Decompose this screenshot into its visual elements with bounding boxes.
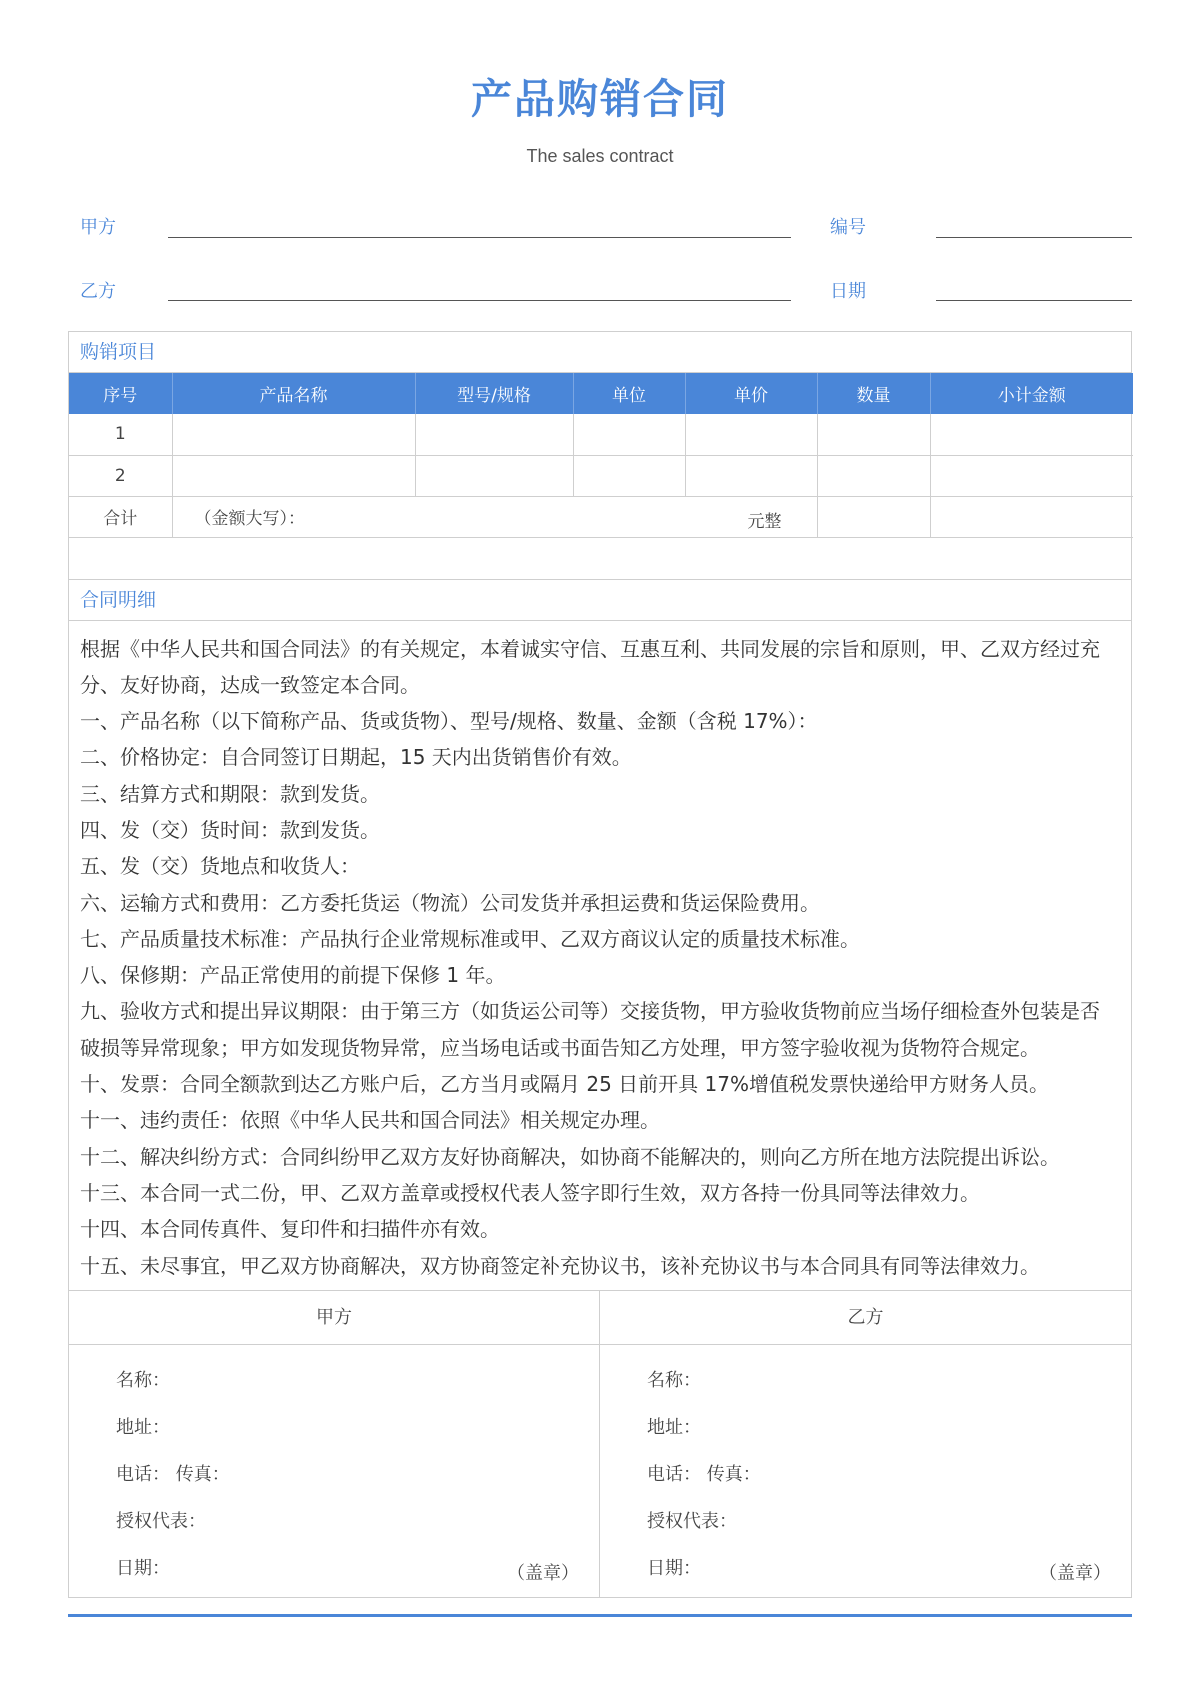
number-field[interactable] <box>936 237 1132 238</box>
column-header: 单价 <box>685 373 817 414</box>
detail-clause: 十三、本合同一式二份，甲、乙双方盖章或授权代表人签字即行生效，双方各持一份具同等法律效力。 <box>80 1180 980 1205</box>
party-b-signature-title: 乙方 <box>600 1291 1131 1345</box>
party-a-field[interactable] <box>168 237 791 238</box>
party-b-address-field[interactable]: 地址： <box>647 1416 701 1438</box>
items-section-title: 购销项目 <box>69 332 1131 373</box>
section-spacer <box>69 538 1131 580</box>
detail-clause: 九、验收方式和提出异议期限：由于第三方（如货运公司等）交接货物，甲方验收货物前应当场仔细检查外包装是否破损等异常现象；甲方如发现货物异常，应当场电话或书面告知乙方处理，甲方签字验收视为货物符合规定。 <box>80 999 1100 1060</box>
party-a-label: 甲方 <box>80 217 116 238</box>
table-row <box>69 455 1133 496</box>
number-label: 编号 <box>830 217 866 238</box>
table-cell[interactable] <box>415 455 573 496</box>
total-quantity-cell[interactable] <box>817 496 930 537</box>
detail-clause: 八、保修期：产品正常使用的前提下保修 1 年。 <box>80 963 506 988</box>
detail-clause: 十、发票：合同全额款到达乙方账户后，乙方当月或隔月 25 日前开具 17%增值税发票快递给甲方财务人员。 <box>80 1072 1049 1097</box>
table-cell[interactable] <box>573 414 685 455</box>
detail-clause: 十四、本合同传真件、复印件和扫描件亦有效。 <box>80 1217 500 1242</box>
detail-clause: 七、产品质量技术标准：产品执行企业常规标准或甲、乙双方商议认定的质量技术标准。 <box>80 926 860 951</box>
party-b-seal: （盖章） <box>1039 1562 1111 1584</box>
column-header: 小计金额 <box>930 373 1133 414</box>
items-table <box>69 373 1133 538</box>
contract-details <box>69 621 1131 1291</box>
party-b-rep-field[interactable]: 授权代表： <box>647 1510 737 1532</box>
details-section-title: 合同明细 <box>69 580 1131 621</box>
amount-words-label: （金额大写）： <box>194 509 305 529</box>
party-a-signature-title: 甲方 <box>69 1291 599 1345</box>
detail-clause: 十五、未尽事宜，甲乙双方协商解决，双方协商签定补充协议书，该补充协议书与本合同具有同等法律效力。 <box>80 1253 1040 1278</box>
yuan-suffix: 元整 <box>747 511 782 532</box>
table-cell[interactable] <box>573 455 685 496</box>
party-b-signature <box>600 1291 1131 1597</box>
items-header-row <box>69 373 1133 414</box>
party-a-name-field[interactable]: 名称： <box>116 1369 170 1391</box>
page-subtitle: The sales contract <box>526 146 674 166</box>
detail-clause: 六、运输方式和费用：乙方委托货运（物流）公司发货并承担运费和货运保险费用。 <box>80 890 820 915</box>
table-cell[interactable] <box>685 414 817 455</box>
contract-body <box>68 331 1132 1598</box>
date-field[interactable] <box>936 300 1132 301</box>
column-header: 产品名称 <box>172 373 415 414</box>
table-cell[interactable] <box>817 414 930 455</box>
detail-clause: 一、产品名称（以下简称产品、货或货物）、型号/规格、数量、金额（含税 17%）： <box>80 709 818 734</box>
detail-clause: 五、发（交）货地点和收货人： <box>80 854 360 879</box>
table-cell[interactable] <box>930 414 1133 455</box>
bottom-accent-bar <box>68 1614 1132 1617</box>
party-b-label: 乙方 <box>80 281 116 302</box>
table-cell: 1 <box>69 414 172 455</box>
table-cell[interactable] <box>172 455 415 496</box>
table-cell[interactable] <box>685 455 817 496</box>
party-b-phone-fax-field[interactable]: 电话： 传真： <box>647 1463 761 1485</box>
total-subtotal-cell[interactable] <box>930 496 1133 537</box>
column-header: 单位 <box>573 373 685 414</box>
party-a-seal: （盖章） <box>507 1562 579 1584</box>
page-title: 产品购销合同 <box>471 75 729 123</box>
detail-paragraph: 根据《中华人民共和国合同法》的有关规定，本着诚实守信、互惠互利、共同发展的宗旨和原则，甲、乙双方经过充分、友好协商，达成一致签定本合同。 <box>80 636 1100 697</box>
table-cell[interactable] <box>817 455 930 496</box>
table-cell[interactable] <box>172 414 415 455</box>
column-header: 序号 <box>69 373 172 414</box>
detail-clause: 二、价格协定：自合同签订日期起，15 天内出货销售价有效。 <box>80 745 632 770</box>
total-amount-words[interactable] <box>172 496 817 537</box>
detail-clause: 四、发（交）货时间：款到发货。 <box>80 817 380 842</box>
table-cell[interactable] <box>415 414 573 455</box>
party-b-name-field[interactable]: 名称： <box>647 1369 701 1391</box>
table-cell: 2 <box>69 455 172 496</box>
column-header: 型号/规格 <box>415 373 573 414</box>
detail-clause: 三、结算方式和期限：款到发货。 <box>80 781 380 806</box>
party-a-signature <box>69 1291 600 1597</box>
party-a-rep-field[interactable]: 授权代表： <box>116 1510 206 1532</box>
party-b-field[interactable] <box>168 300 791 301</box>
party-b-date-field[interactable]: 日期： <box>647 1557 701 1579</box>
detail-clause: 十一、违约责任：依照《中华人民共和国合同法》相关规定办理。 <box>80 1108 660 1133</box>
table-row <box>69 414 1133 455</box>
total-row <box>69 496 1133 537</box>
total-label: 合计 <box>69 496 172 537</box>
signature-section <box>69 1291 1131 1597</box>
party-a-phone-fax-field[interactable]: 电话： 传真： <box>116 1463 230 1485</box>
party-a-date-field[interactable]: 日期： <box>116 1557 170 1579</box>
table-cell[interactable] <box>930 455 1133 496</box>
party-a-address-field[interactable]: 地址： <box>116 1416 170 1438</box>
detail-clause: 十二、解决纠纷方式：合同纠纷甲乙双方友好协商解决，如协商不能解决的，则向乙方所在地方法院提出诉讼。 <box>80 1144 1060 1169</box>
column-header: 数量 <box>817 373 930 414</box>
date-label: 日期 <box>830 281 866 302</box>
